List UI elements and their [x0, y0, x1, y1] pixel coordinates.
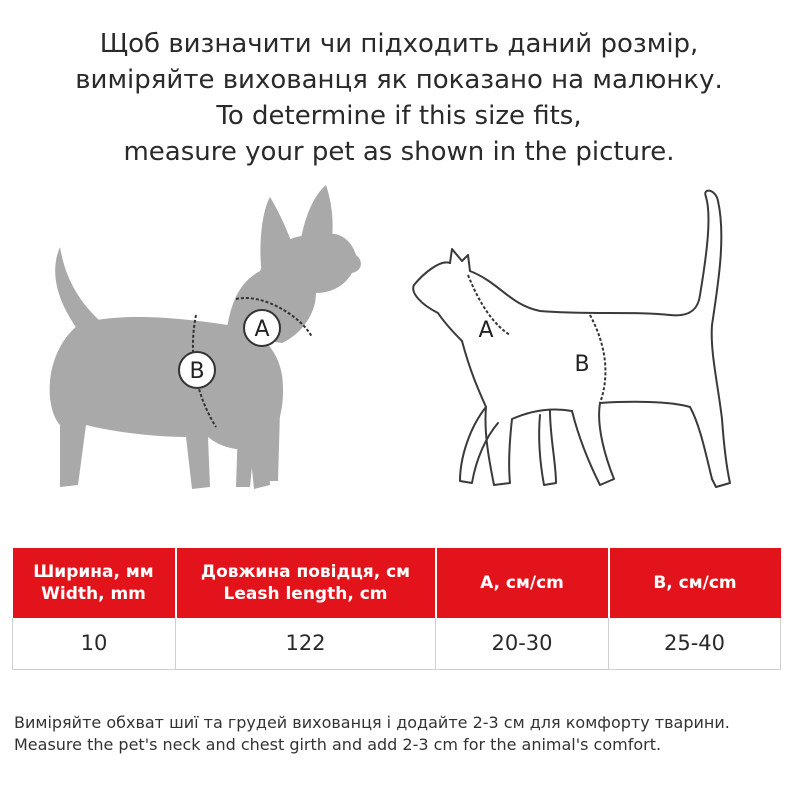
header-measure-a-label: A, см/cm	[480, 573, 564, 593]
header-measure-b	[609, 548, 781, 618]
dog-illustration	[0, 175, 380, 520]
cat-label-a: A	[478, 318, 494, 343]
size-table	[12, 548, 781, 670]
cell-width: 10	[13, 618, 176, 669]
measurement-note	[14, 712, 798, 756]
instructions-heading	[0, 26, 798, 170]
heading-line-uk-2: виміряйте вихованця як показано на малюнку.	[75, 65, 723, 95]
dog-silhouette	[50, 185, 361, 489]
dog-label-b: B	[189, 359, 205, 384]
header-width-en: Width, mm	[41, 584, 146, 604]
header-leash-length-uk: Довжина повідця, см	[200, 562, 411, 582]
measurement-illustration	[0, 175, 798, 520]
cat-label-b: B	[574, 352, 590, 377]
cell-measure-a: 20-30	[436, 618, 609, 669]
header-measure-b-label: B, см/cm	[653, 573, 737, 593]
heading-line-en-2: measure your pet as shown in the picture.	[123, 137, 675, 167]
table-row	[13, 618, 781, 669]
cell-leash-length: 122	[176, 618, 436, 669]
header-leash-length-en: Leash length, cm	[223, 584, 388, 604]
dog-label-b-badge	[179, 352, 215, 388]
cell-measure-b: 25-40	[609, 618, 781, 669]
dog-label-a: A	[254, 317, 270, 342]
cat-illustration	[400, 175, 780, 520]
header-width	[13, 548, 176, 618]
dog-label-a-badge	[244, 310, 280, 346]
size-table-header-row	[13, 548, 781, 618]
header-width-uk: Ширина, мм	[33, 562, 154, 582]
note-line-en: Measure the pet's neck and chest girth and add 2-3 cm for the animal's comfort.	[14, 735, 662, 754]
header-leash-length	[176, 548, 436, 618]
heading-line-en-1: To determine if this size fits,	[216, 101, 582, 131]
heading-line-uk-1: Щоб визначити чи підходить даний розмір,	[99, 29, 699, 59]
cat-outline	[413, 191, 730, 487]
note-line-uk: Виміряйте обхват шиї та грудей вихованця і додайте 2-3 см для комфорту тварини.	[14, 713, 730, 732]
header-measure-a	[436, 548, 609, 618]
